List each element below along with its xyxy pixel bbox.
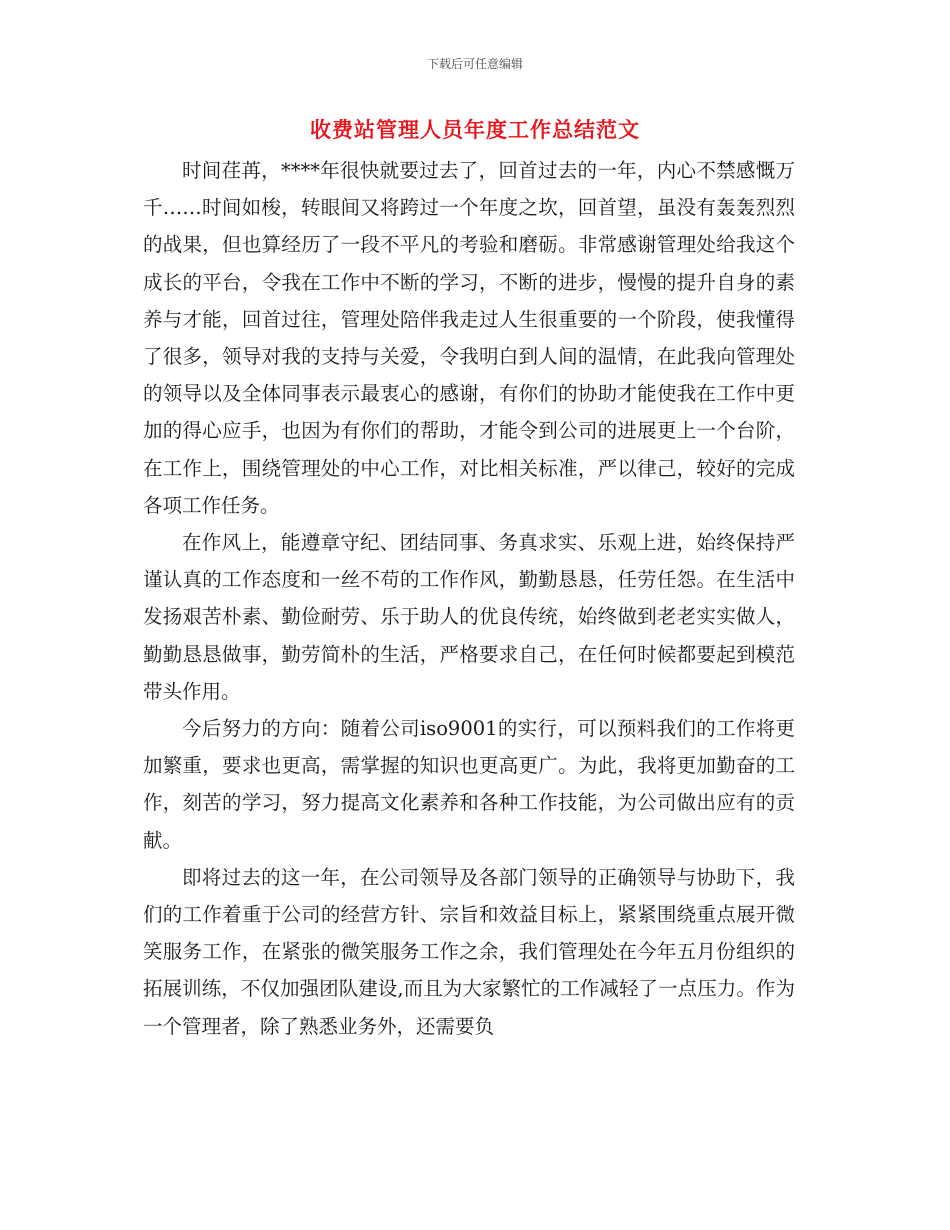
paragraph: 在作风上，能遵章守纪、团结同事、务真求实、乐观上进，始终保持严谨认真的工作态度和一丝不苟的工作作风，勤勤恳恳，任劳任怨。在生活中发扬艰苦朴素、勤俭耐劳、乐于助人的优良传统，始终做到老老实实做人，勤勤恳恳做事，勤劳简朴的生活，严格要求自己，在任何时候都要起到模范带头作用。 bbox=[143, 531, 795, 703]
header-note: 下载后可任意编辑 bbox=[426, 57, 523, 71]
paragraph: 即将过去的这一年，在公司领导及各部门领导的正确领导与协助下，我们的工作着重于公司的经营方针、宗旨和效益目标上，紧紧围绕重点展开微笑服务工作，在紧张的微笑服务工作之余，我们管理处在今年五月份组织的拓展训练，不仅加强团队建设,而且为大家繁忙的工作减轻了一点压力。作为一个管理者，除了熟悉业务外，还需要负 bbox=[143, 865, 795, 1038]
paragraph: 时间荏苒，****年很快就要过去了，回首过去的一年，内心不禁感慨万千……时间如梭，转眼间又将跨过一个年度之坎，回首望，虽没有轰轰烈烈的战果，但也算经历了一段不平凡的考验和磨砺。非常感谢管理处给我这个成长的平台，令我在工作中不断的学习，不断的进步，慢慢的提升自身的素养与才能，回首过往，管理处陪伴我走过人生很重要的一个阶段，使我懂得了很多，领导对我的支持与关爱，令我明白到人间的温情，在此我向管理处的领导以及全体同事表示最衷心的感谢，有你们的协助才能使我在工作中更加的得心应手，也因为有你们的帮助，才能令到公司的进展更上一个台阶，在工作上，围绕管理处的中心工作，对比相关标准，严以律己，较好的完成各项工作任务。 bbox=[143, 159, 795, 517]
document-body bbox=[143, 152, 795, 1045]
document-title: 收费站管理人员年度工作总结范文 bbox=[310, 118, 640, 142]
paragraph: 今后努力的方向：随着公司iso9001的实行，可以预料我们的工作将更加繁重，要求也更高，需掌握的知识也更高更广。为此，我将更加勤奋的工作，刻苦的学习，努力提高文化素养和各种工作技能，为公司做出应有的贡献。 bbox=[143, 717, 795, 852]
